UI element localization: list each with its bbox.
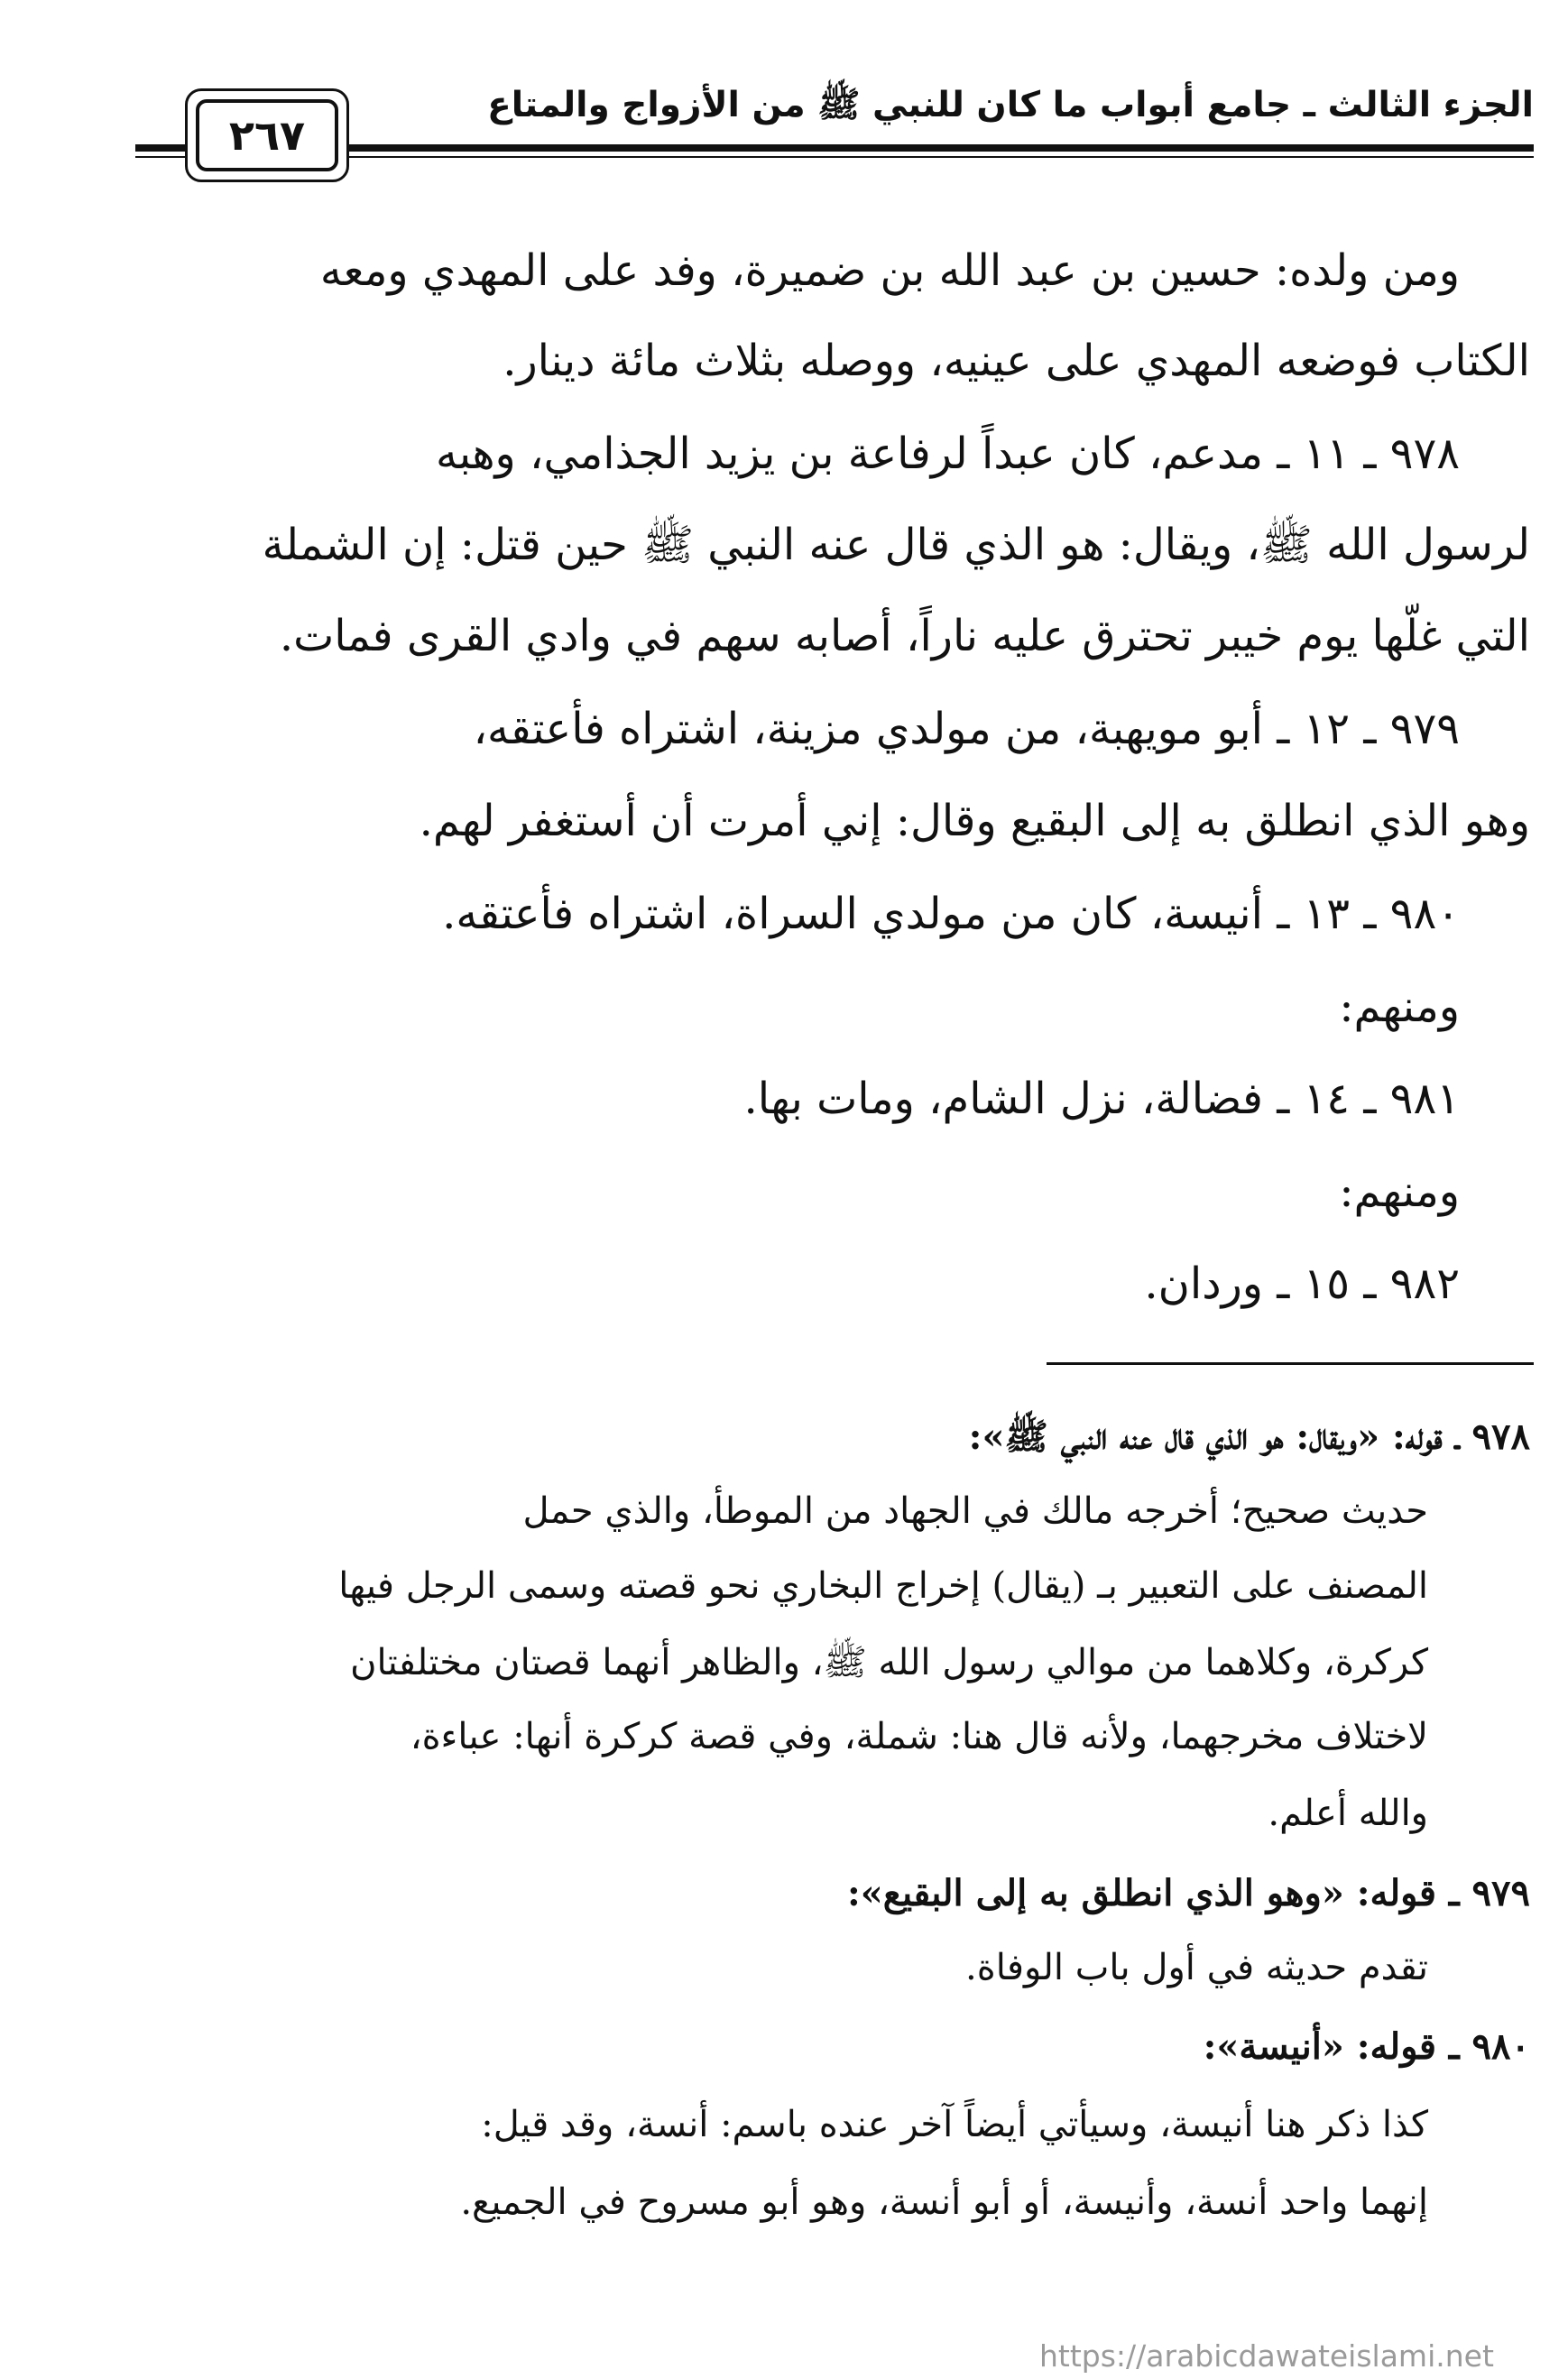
footnote-separator [1047,1362,1534,1365]
note-line: حديث صحيح؛ أخرجه مالك في الجهاد من الموطأ، والذي حمل [522,1490,1428,1532]
main-line: ومن ولده: حسين بن عبد الله بن ضميرة، وفد على المهدي ومعه [319,245,1460,296]
note-line: إنهما واحد أنسة، وأنيسة، أو أبو أنسة، وهو أبو مسروح في الجميع. [460,2181,1428,2223]
note-line: لاختلاف مخرجهما، ولأنه قال هنا: شملة، وفي قصة كركرة أنها: عباءة، [410,1716,1428,1757]
watermark-url: https://arabicdawateislami.net [1039,2338,1494,2374]
entry-978: ٩٧٨ ـ ١١ ـ مدعم، كان عبداً لرفاعة بن يزيد الجذامي، وهبه [436,429,1460,479]
note-line: المصنف على التعبير بـ (يقال) إخراج البخاري نحو قصته وسمى الرجل فيها [338,1565,1428,1607]
note-heading-978: ٩٧٨ ـ قوله: «ويقال: هو الذي قال عنه النبي ﷺ»: [968,1415,1530,1458]
entry-979: ٩٧٩ ـ ١٢ ـ أبو مويهبة، من مولدي مزينة، اشتراه فأعتقه، [473,704,1460,754]
section-label: ومنهم: [1339,1166,1460,1217]
note-heading-979: ٩٧٩ ـ قوله: «وهو الذي انطلق به إلى البقيع»: [846,1872,1530,1914]
entry-981: ٩٨١ ـ ١٤ ـ فضالة، نزل الشام، ومات بها. [743,1074,1460,1124]
main-line: التي غلّها يوم خيبر تحترق عليه ناراً، أصابه سهم في وادي القرى فمات. [279,611,1530,661]
note-line: كركرة، وكلاهما من موالي رسول الله ﷺ، والظاهر أنهما قصتان مختلفتان [350,1642,1428,1683]
note-line: والله أعلم. [1268,1793,1428,1834]
main-line: لرسول الله ﷺ، ويقال: هو الذي قال عنه النبي ﷺ حين قتل: إن الشملة [262,520,1530,570]
main-line: الكتاب فوضعه المهدي على عينيه، ووصله بثلاث مائة دينار. [503,336,1530,386]
main-line: وهو الذي انطلق به إلى البقيع وقال: إني أمرت أن أستغفر لهم. [419,796,1530,846]
page-number: ٢٦٧ [196,99,338,171]
section-label: ومنهم: [1339,982,1460,1032]
entry-980: ٩٨٠ ـ ١٣ ـ أنيسة، كان من مولدي السراة، اشتراه فأعتقه. [442,889,1460,939]
note-line: تقدم حديثه في أول باب الوفاة. [965,1947,1428,1988]
page-number-box [185,88,349,182]
entry-982: ٩٨٢ ـ ١٥ ـ وردان. [1144,1259,1460,1309]
note-heading-980: ٩٨٠ ـ قوله: «أنيسة»: [1203,2025,1530,2068]
note-line: كذا ذكر هنا أنيسة، وسيأتي أيضاً آخر عنده باسم: أنسة، وقد قيل: [481,2104,1428,2145]
running-title: الجزء الثالث ـ جامع أبواب ما كان للنبي ﷺ من الأزواج والمتاع [487,85,1534,125]
